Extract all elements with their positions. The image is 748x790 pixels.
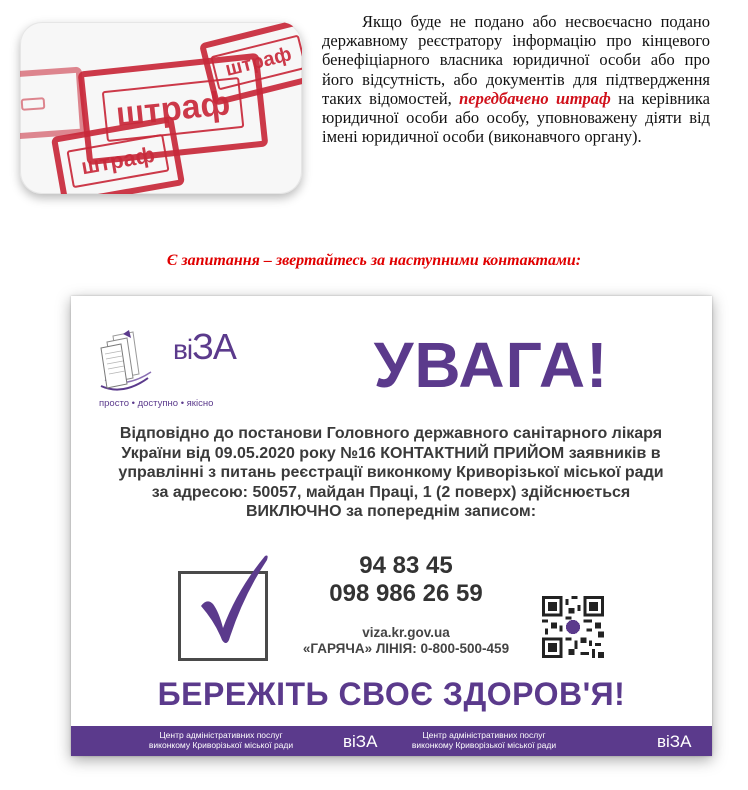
poster-slogan: БЕРЕЖІТЬ СВОЄ ЗДОРОВ'Я!: [157, 676, 626, 712]
poster-footer: [71, 726, 712, 756]
qr-code-icon[interactable]: [542, 596, 604, 658]
stamp-left-edge: [20, 67, 86, 142]
contacts-heading: Є запитання – звертайтесь за наступними контактами:: [166, 252, 582, 269]
hotline-number[interactable]: «ГАРЯЧА» ЛІНІЯ: 0-800-500-459: [302, 641, 510, 656]
poster-notice: [101, 424, 681, 522]
footer-line-2: виконкому Криворізької міської ради: [148, 740, 294, 750]
lead-paragraph: [322, 12, 710, 146]
notice-line: за адресою: 50057, майдан Праці, 1 (2 поверх) здійснюється: [151, 483, 631, 501]
stamp-bottom-left-label: штраф: [66, 134, 169, 188]
phone-mobile[interactable]: 098 986 26 59: [329, 580, 483, 607]
footer-logo-left: вiЗА: [343, 732, 378, 751]
footer-center-left: [131, 730, 311, 750]
notice-line: України від 09.05.2020 року №16 КОНТАКТНИЙ ПРИЙОМ заявників в: [121, 444, 661, 462]
website-link[interactable]: viza.kr.gov.ua: [362, 625, 450, 640]
logo-tagline: просто • доступно • якісно: [99, 398, 214, 409]
notice-line: Відповідно до постанови Головного державного санітарного лікаря: [119, 425, 663, 442]
footer-center-right: [394, 730, 574, 750]
fine-highlight: передбачено штраф: [459, 88, 611, 108]
viza-logo: [93, 326, 243, 416]
stamp-large-label: штраф: [101, 76, 244, 141]
stamp-top-right: [199, 22, 302, 106]
fine-stamp-image: [20, 22, 302, 194]
document-stack-icon: [93, 326, 183, 398]
checkmark-icon: [193, 548, 273, 648]
logo-wordmark: [173, 326, 236, 368]
lead-text-start: Якщо буде не подано або несвоєчасно подано державному реєстратору інформацію про кінцевого бенефіціарного власника юридичної особи або про його відсутність, або документів для підтвердження таких відомостей,: [322, 12, 710, 108]
stamp-left-edge-label: [21, 97, 46, 111]
viza-poster: [71, 296, 712, 756]
notice-line: управлінні з питань реєстрації виконкому Криворізької міської ради: [118, 464, 664, 481]
poster-title: УВАГА!: [373, 329, 609, 401]
notice-line: ВИКЛЮЧНО за попереднім записом:: [245, 503, 537, 520]
phone-numbers: [281, 552, 531, 608]
logo-za: ЗА: [192, 326, 236, 367]
footer-line-1: Центр адміністративних послуг: [159, 730, 283, 740]
footer-line-1: Центр адміністративних послуг: [422, 730, 546, 740]
logo-vi: ві: [173, 334, 193, 365]
footer-logo-right: вiЗА: [657, 732, 692, 751]
lead-text-end: на керівника юридичної особи або особу, уповноважену діяти від імені юридичної особи (виконавчого органу).: [322, 88, 710, 147]
stamp-top-right-label: штраф: [210, 34, 302, 90]
footer-line-2: виконкому Криворізької міської ради: [411, 740, 557, 750]
phone-primary[interactable]: 94 83 45: [359, 552, 453, 579]
